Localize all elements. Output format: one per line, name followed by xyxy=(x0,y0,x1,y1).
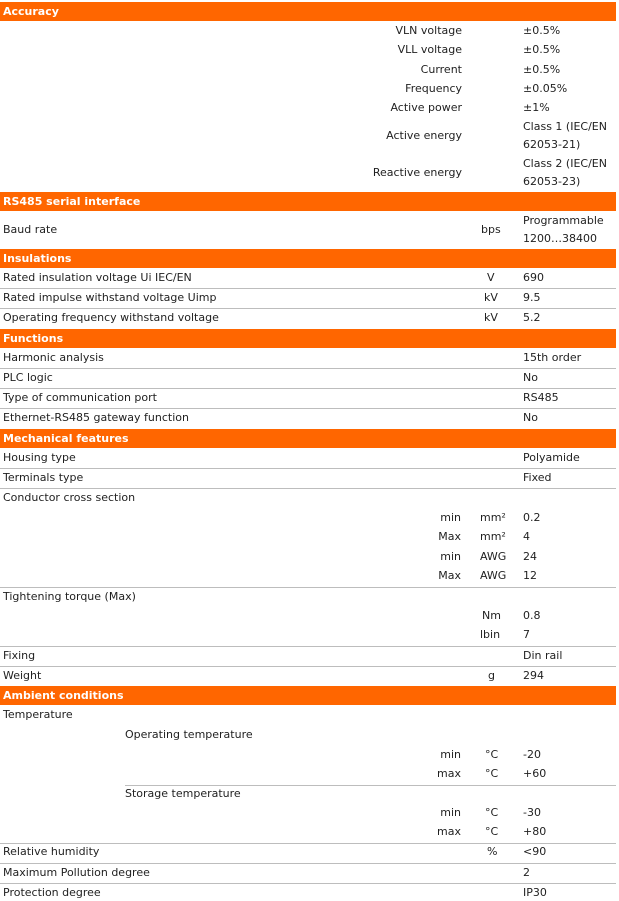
spec-label: PLC logic xyxy=(3,371,53,384)
section-header-insulations: Insulations xyxy=(0,249,616,268)
spec-unit: mm² xyxy=(480,511,506,524)
spec-unit: g xyxy=(488,669,495,682)
spec-value: 690 xyxy=(523,271,544,284)
spec-value: Polyamide xyxy=(523,451,580,464)
row-divider xyxy=(0,368,616,369)
spec-value: +80 xyxy=(523,825,547,838)
spec-label: Tightening torque (Max) xyxy=(3,590,136,603)
spec-value: 15th order xyxy=(523,351,582,364)
spec-value: -20 xyxy=(523,748,541,761)
spec-value: 1200…38400 xyxy=(523,232,597,245)
spec-label: Protection degree xyxy=(3,886,101,899)
spec-label: Frequency xyxy=(405,82,462,95)
spec-label: Terminals type xyxy=(3,471,84,484)
spec-value: ±0.5% xyxy=(523,43,561,56)
section-header-ambient: Ambient conditions xyxy=(0,686,616,705)
row-divider xyxy=(0,388,616,389)
row-divider xyxy=(0,843,616,844)
row-divider xyxy=(0,587,616,588)
spec-unit: AWG xyxy=(480,550,507,563)
spec-label: Conductor cross section xyxy=(3,491,136,504)
spec-label: Relative humidity xyxy=(3,845,100,858)
section-header-mechanical: Mechanical features xyxy=(0,429,616,448)
spec-unit: °C xyxy=(485,767,499,780)
spec-unit: mm² xyxy=(480,530,506,543)
spec-qualifier: max xyxy=(437,767,461,780)
row-divider xyxy=(0,488,616,489)
row-divider xyxy=(0,408,616,409)
section-header-functions: Functions xyxy=(0,329,616,348)
spec-label: Fixing xyxy=(3,649,36,662)
spec-value: 4 xyxy=(523,530,530,543)
spec-value: 9.5 xyxy=(523,291,541,304)
spec-label: Active energy xyxy=(386,129,462,142)
spec-value: Din rail xyxy=(523,649,563,662)
section-header-rs485: RS485 serial interface xyxy=(0,192,616,211)
spec-label: Rated impulse withstand voltage Uimp xyxy=(3,291,217,304)
spec-unit: °C xyxy=(485,748,499,761)
spec-unit: °C xyxy=(485,825,499,838)
spec-value: No xyxy=(523,371,538,384)
spec-value: ±0.05% xyxy=(523,82,568,95)
spec-value: 0.2 xyxy=(523,511,541,524)
spec-label: VLN voltage xyxy=(395,24,462,37)
section-header-accuracy: Accuracy xyxy=(0,2,616,21)
spec-label: VLL voltage xyxy=(397,43,462,56)
spec-label: Current xyxy=(420,63,462,76)
spec-unit: bps xyxy=(481,223,501,236)
spec-value: 62053-23) xyxy=(523,175,581,188)
spec-qualifier: min xyxy=(440,806,461,819)
spec-sublabel: Operating temperature xyxy=(125,728,253,741)
spec-value: 5.2 xyxy=(523,311,541,324)
spec-unit: lbin xyxy=(480,628,501,641)
row-divider xyxy=(0,883,616,884)
spec-label: Baud rate xyxy=(3,223,58,236)
spec-label: Harmonic analysis xyxy=(3,351,104,364)
spec-value: No xyxy=(523,411,538,424)
spec-unit: kV xyxy=(484,291,498,304)
spec-qualifier: Max xyxy=(438,530,461,543)
spec-value: 12 xyxy=(523,569,537,582)
spec-unit: % xyxy=(487,845,498,858)
row-divider xyxy=(0,646,616,647)
spec-label: Weight xyxy=(3,669,42,682)
spec-label: Ethernet-RS485 gateway function xyxy=(3,411,189,424)
row-divider xyxy=(0,468,616,469)
spec-sublabel: Storage temperature xyxy=(125,787,241,800)
spec-value: Fixed xyxy=(523,471,552,484)
spec-qualifier: Max xyxy=(438,569,461,582)
spec-unit: kV xyxy=(484,311,498,324)
spec-value: ±1% xyxy=(523,101,550,114)
spec-qualifier: min xyxy=(440,748,461,761)
spec-value: IP30 xyxy=(523,886,547,899)
spec-unit: AWG xyxy=(480,569,507,582)
spec-qualifier: max xyxy=(437,825,461,838)
spec-value: <90 xyxy=(523,845,547,858)
row-divider xyxy=(0,288,616,289)
row-divider xyxy=(0,863,616,864)
spec-unit: °C xyxy=(485,806,499,819)
spec-value: -30 xyxy=(523,806,541,819)
spec-label: Maximum Pollution degree xyxy=(3,866,150,879)
spec-value: 62053-21) xyxy=(523,138,581,151)
spec-value: ±0.5% xyxy=(523,24,561,37)
spec-unit: Nm xyxy=(482,609,501,622)
row-divider xyxy=(0,666,616,667)
spec-value: RS485 xyxy=(523,391,559,404)
spec-label: Reactive energy xyxy=(372,166,462,179)
spec-label: Active power xyxy=(390,101,462,114)
row-divider xyxy=(0,308,616,309)
spec-value: 2 xyxy=(523,866,530,879)
spec-value: ±0.5% xyxy=(523,63,561,76)
spec-label: Type of communication port xyxy=(3,391,157,404)
spec-value: 24 xyxy=(523,550,537,563)
spec-unit: V xyxy=(487,271,495,284)
spec-value: 7 xyxy=(523,628,530,641)
spec-label: Operating frequency withstand voltage xyxy=(3,311,219,324)
spec-value: Class 2 (IEC/EN xyxy=(523,157,607,170)
spec-label: Rated insulation voltage Ui IEC/EN xyxy=(3,271,192,284)
spec-qualifier: min xyxy=(440,550,461,563)
spec-qualifier: min xyxy=(440,511,461,524)
spec-value: Class 1 (IEC/EN xyxy=(523,120,607,133)
spec-value: Programmable xyxy=(523,214,604,227)
row-divider xyxy=(125,785,616,786)
spec-label: Housing type xyxy=(3,451,76,464)
spec-value: 294 xyxy=(523,669,544,682)
spec-value: 0.8 xyxy=(523,609,541,622)
spec-value: +60 xyxy=(523,767,547,780)
spec-label: Temperature xyxy=(3,708,73,721)
